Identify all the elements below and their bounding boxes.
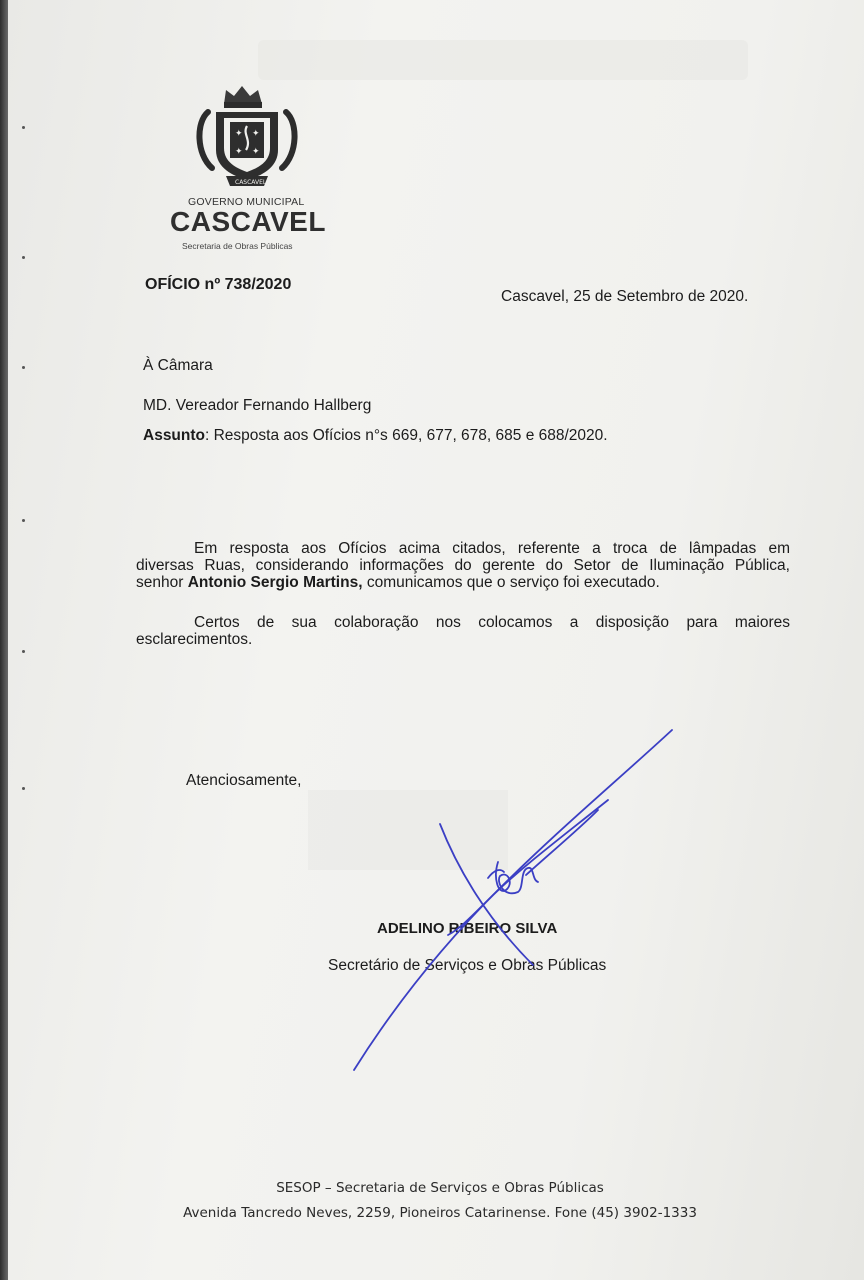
punch-hole (22, 366, 25, 369)
signatory-name: ADELINO RIBEIRO SILVA (377, 920, 558, 937)
body-paragraph-1 (136, 540, 790, 591)
svg-text:✦: ✦ (252, 129, 260, 139)
city-name: CASCAVEL (170, 206, 326, 237)
punch-hole (22, 256, 25, 259)
subject-label: Assunto (143, 427, 205, 444)
signatory-title: Secretário de Serviços e Obras Públicas (328, 957, 607, 974)
closing-salutation: Atenciosamente, (186, 772, 302, 789)
paragraph-line: senhor Antonio Sergio Martins, comunicamos que o serviço foi executado. (136, 574, 660, 591)
recipient-line-1: À Câmara (143, 357, 213, 374)
paragraph-line: diversas Ruas, considerando informações do gerente do Setor de Iluminação Pública, (136, 557, 790, 574)
manager-name: Antonio Sergio Martins, (187, 574, 363, 591)
subject-text: : Resposta aos Ofícios n°s 669, 677, 678, 685 e 688/2020. (205, 427, 608, 444)
punch-hole (22, 650, 25, 653)
footer-line-1: SESOP – Secretaria de Serviços e Obras Públicas (276, 1180, 604, 1196)
subject-line (143, 427, 608, 445)
letter-number: OFÍCIO nº 738/2020 (145, 276, 292, 293)
handwritten-signature (348, 720, 698, 1080)
department-name: Secretaria de Obras Públicas (182, 241, 293, 251)
scan-edge-shadow (0, 0, 8, 1280)
punch-hole (22, 126, 25, 129)
bleed-through-shade (258, 40, 748, 80)
government-label: GOVERNO MUNICIPAL (188, 196, 305, 208)
crest-icon (166, 84, 328, 196)
footer-line-2: Avenida Tancredo Neves, 2259, Pioneiros Catarinense. Fone (45) 3902-1333 (183, 1205, 697, 1221)
svg-text:✦: ✦ (252, 147, 260, 157)
crest-ribbon-text: CASCAVEL (235, 179, 267, 186)
paragraph-line: esclarecimentos. (136, 631, 253, 648)
punch-hole (22, 787, 25, 790)
paragraph-line: Em resposta aos Ofícios acima citados, referente a troca de lâmpadas em (194, 540, 790, 557)
punch-hole (22, 519, 25, 522)
paragraph-line: Certos de sua colaboração nos colocamos a disposição para maiores (194, 614, 790, 631)
letter-page (8, 0, 864, 1280)
body-paragraph-2 (136, 614, 790, 648)
svg-text:✦: ✦ (235, 147, 243, 157)
recipient-line-2: MD. Vereador Fernando Hallberg (143, 397, 372, 414)
place-and-date: Cascavel, 25 de Setembro de 2020. (501, 288, 749, 305)
svg-text:✦: ✦ (235, 129, 243, 139)
municipal-logo (166, 84, 328, 259)
